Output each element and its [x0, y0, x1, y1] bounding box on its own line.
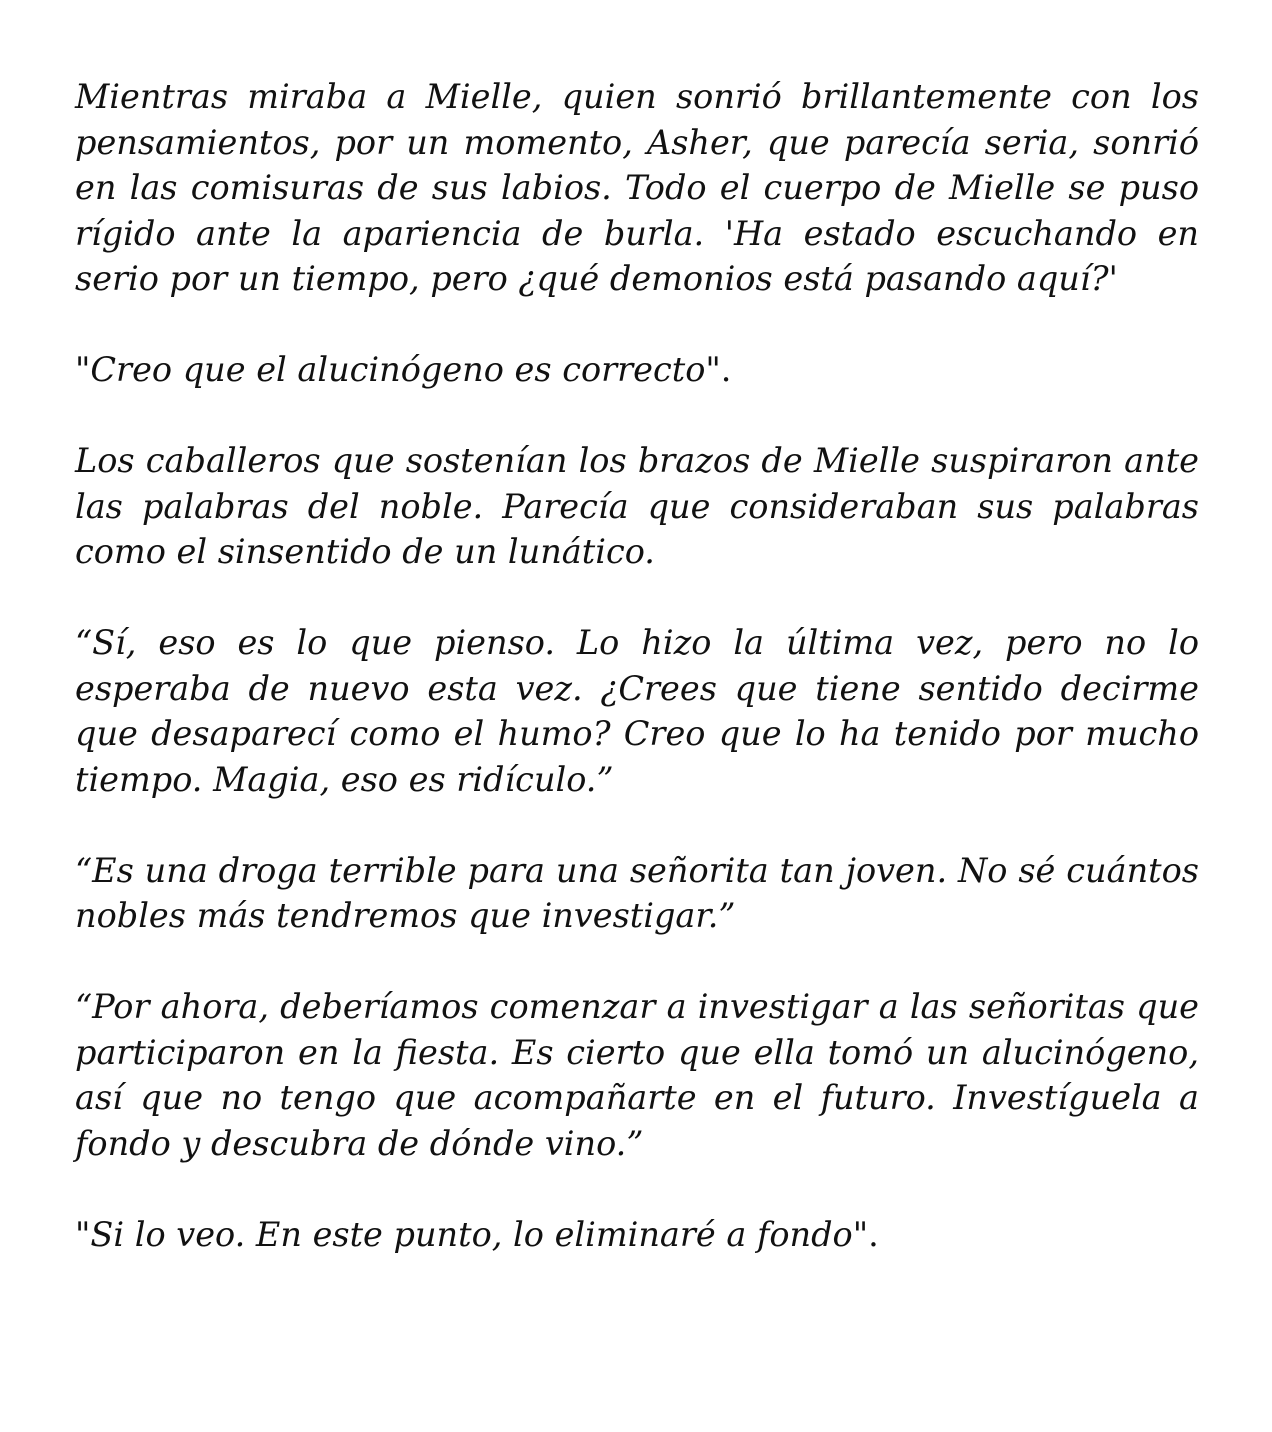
paragraph-text: Los caballeros que sostenían los brazos de Mielle suspiraron ante las palabras del noble. Parecía que consideraban sus palabras como el sinsentido de un lunático. — [75, 441, 1199, 571]
paragraph-narration-knights — [75, 438, 1199, 575]
quote-mark: ". — [852, 1214, 879, 1254]
paragraph-dialogue-eliminate — [75, 1212, 1199, 1258]
quote-mark: ". — [705, 350, 732, 389]
paragraph-text: Mientras miraba a Mielle, quien sonrió brillantemente con los pensamientos, por un momento, Asher, que parecía seria, sonrió en las comisuras de sus labios. Todo el cuerpo de Mielle se puso rígido ante la apariencia de burla. — [75, 77, 1199, 253]
paragraph-narration-asher-smile — [75, 74, 1199, 302]
quote-mark: ' — [1108, 259, 1118, 298]
paragraph-text: Creo que el alucinógeno es correcto — [90, 350, 706, 389]
quote-mark: ' — [724, 213, 734, 253]
paragraph-text: “Es una droga terrible para una señorita tan joven. No sé cuántos nobles más tendremos que investigar.” — [75, 850, 1199, 935]
paragraph-text: Ha estado escuchando en serio por un tiempo, pero ¿qué demonios está pasando aquí? — [75, 213, 1199, 298]
paragraph-text: “Por ahora, deberíamos comenzar a investigar a las señoritas que participaron en la fiesta. Es cierto que ella tomó un alucinógeno, así que no tengo que acompañarte en el futuro. Investíguela a fondo y descubra de dónde vino.” — [75, 987, 1199, 1163]
paragraph-text: Si lo veo. En este punto, lo eliminaré a fondo — [90, 1214, 853, 1254]
quote-mark: " — [75, 1214, 91, 1254]
quote-mark: " — [75, 350, 91, 389]
paragraph-dialogue-investigate — [75, 984, 1199, 1166]
paragraph-dialogue-drug — [75, 848, 1199, 939]
paragraph-dialogue-hallucinogen — [75, 347, 1199, 393]
document-page — [75, 74, 1199, 1257]
paragraph-text: “Sí, eso es lo que pienso. Lo hizo la última vez, pero no lo esperaba de nuevo esta vez. ¿Crees que tiene sentido decirme que desaparecí como el humo? Creo que lo ha tenido por mucho tiempo. Magia, eso es ridículo.” — [75, 623, 1199, 799]
paragraph-dialogue-magic — [75, 620, 1199, 802]
